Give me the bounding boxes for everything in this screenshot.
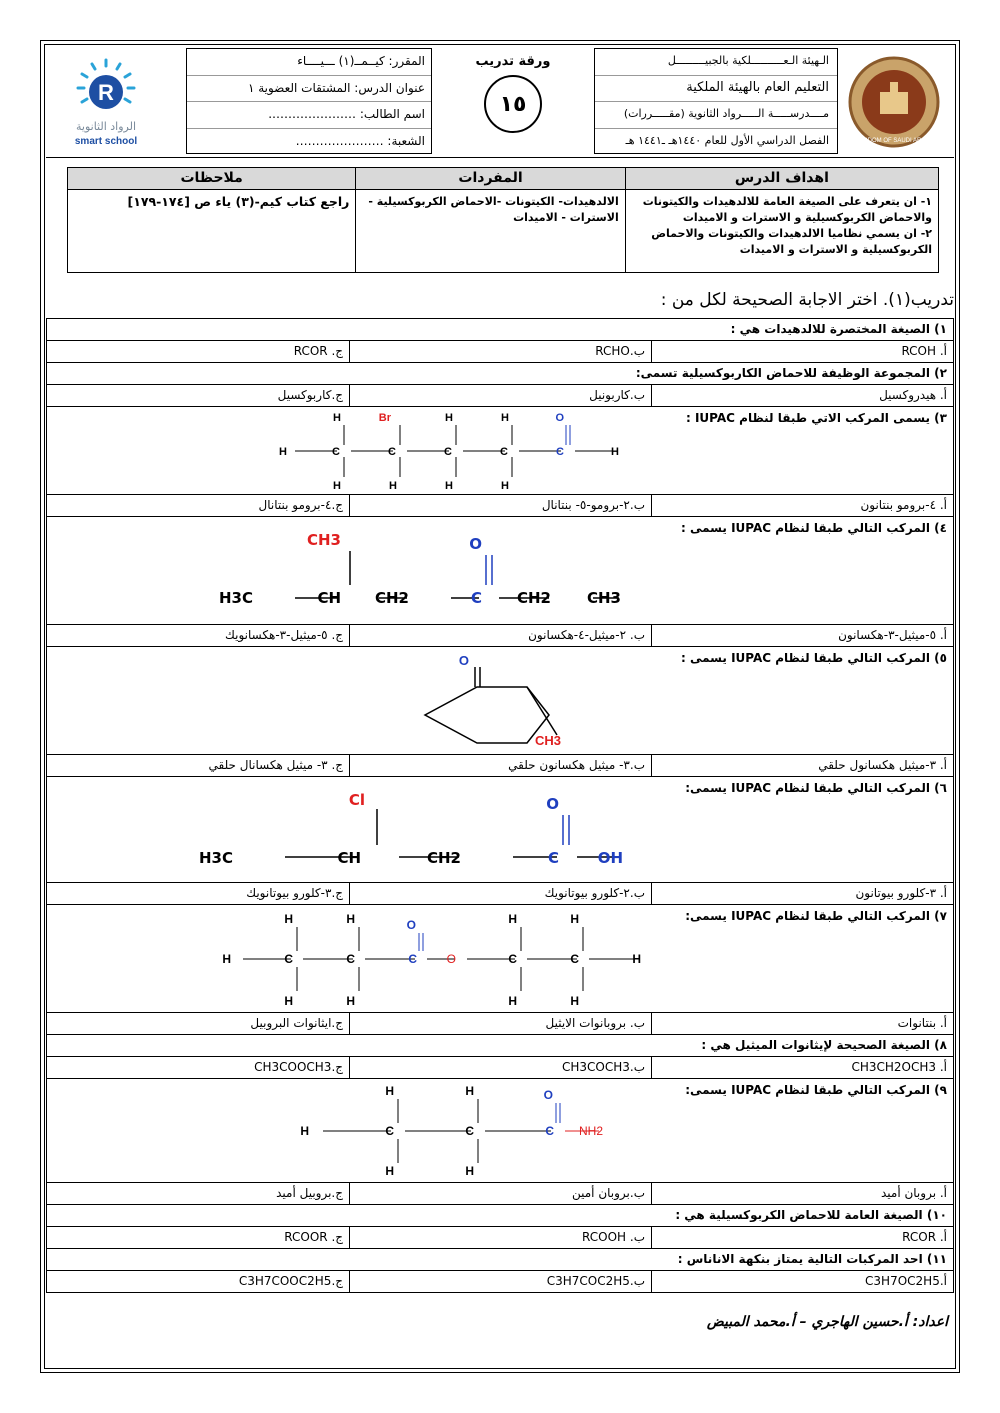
svg-text:H: H — [284, 994, 293, 1008]
atom-c-amide: C — [545, 1124, 554, 1138]
sheet-number: ١٥ — [484, 75, 542, 133]
option-c[interactable]: ج. ٥-ميثيل-٣-هكسانويك — [225, 628, 343, 642]
atom-c: C — [284, 952, 293, 966]
structure-q9 — [300, 1084, 683, 1181]
vocab-text: الالدهيدات- الكيتونات -الاحماض الكربوكسيلية - الاسترات - الاميدات — [368, 195, 619, 224]
option-c[interactable]: ج. RCOR — [293, 344, 343, 358]
answers-row-6 — [46, 883, 954, 905]
option-c[interactable]: ج.C3H7COOC2H5 — [238, 1274, 343, 1288]
option-a[interactable]: أ. ٤-برومو بنتانون — [651, 495, 953, 516]
goal-item: ٢- ان يسمي نظاميا الالدهيدات والكيتونات والاحماض الكربوكسيلية و الاسترات و الاميدات — [651, 227, 932, 256]
question-4-block — [46, 517, 954, 625]
option-c[interactable]: ج.٤-برومو بنتانال — [258, 498, 343, 512]
option-c[interactable]: ج.CH3COOCH3 — [254, 1060, 343, 1074]
lesson-objectives-table — [67, 167, 939, 273]
group-h3c: H3C — [199, 849, 233, 867]
svg-text:H: H — [333, 412, 341, 424]
group-c-carbonyl: C — [470, 589, 482, 607]
option-b[interactable]: ب. ٢-ميثيل-٤-هكسانون — [349, 625, 651, 646]
question-7: ٧) المركب التالي طبقا لنظام IUPAC يسمى: — [685, 909, 947, 923]
option-a[interactable]: أ. بنتانوات — [651, 1013, 953, 1034]
atom-o: O — [469, 535, 482, 553]
svg-text:R: R — [98, 80, 114, 105]
option-a[interactable]: أ. RCOH — [651, 341, 953, 362]
question-11: ١١) احد المركبات التالية يمتاز بنكهة الاناناس : — [46, 1249, 954, 1271]
svg-text:H: H — [346, 994, 355, 1008]
option-b[interactable]: ب.كاربونيل — [349, 385, 651, 406]
option-b[interactable]: ب.بروبان أمين — [349, 1183, 651, 1204]
school-info-line: الـهيئة الـعــــــــــلكية بالجبيـــــــــل — [595, 49, 837, 76]
question-3: ٣) يسمى المركب الاتي طبقا لنظام IUPAC : — [685, 411, 947, 425]
atom-h: H — [300, 1124, 309, 1138]
structure-q3 — [277, 409, 637, 493]
answers-row-2 — [46, 385, 954, 407]
option-a[interactable]: أ.C3H7OC2H5 — [651, 1271, 953, 1292]
question-1: ١) الصيغة المختصرة للالدهيدات هي : — [46, 319, 954, 341]
atom-c: C — [500, 446, 508, 458]
option-c[interactable]: ج.ايثانوات البروبيل — [250, 1016, 343, 1030]
smart-school-logo — [50, 50, 162, 154]
school-info-line: مــــدرســـــة الـــــرواد الثانوية (مقـــــررات) — [595, 102, 837, 129]
vocab-heading: المفردات — [356, 168, 624, 190]
group-ch: CH — [317, 589, 341, 607]
option-a[interactable]: أ. ٣-ميثيل هكسانول حلقي — [651, 755, 953, 776]
atom-c: C — [388, 446, 396, 458]
svg-text:H: H — [385, 1084, 394, 1098]
question-10: ١٠) الصيغة العامة للاحماض الكربوكسيلية هي : — [46, 1205, 954, 1227]
exercise-title: تدريب(١). اختر الاجابة الصحيحة لكل من : — [660, 290, 954, 310]
author-credit: اعداد: أ.حسين الهاجري – أ.محمد المبيض — [706, 1314, 948, 1330]
group-ch3-branch: CH3 — [307, 531, 341, 549]
svg-text:H: H — [389, 480, 397, 492]
questions-area — [46, 318, 954, 1293]
option-c[interactable]: ج.كاربوكسيل — [277, 388, 343, 402]
group-ch2: CH2 — [427, 849, 461, 867]
answers-row-4 — [46, 625, 954, 647]
structure-q7 — [223, 911, 673, 1011]
lesson-title-line: عنوان الدرس: المشتقات العضوية ١ — [187, 76, 431, 103]
svg-text:H: H — [284, 912, 293, 926]
question-4: ٤) المركب التالي طبقا لنظام IUPAC يسمى : — [681, 521, 947, 535]
option-c[interactable]: ج. ٣- ميثيل هكسانال حلقي — [208, 758, 343, 772]
atom-c-carbonyl: C — [556, 446, 564, 458]
question-5: ٥) المركب التالي طبقا لنظام IUPAC يسمى : — [681, 651, 947, 665]
atom-c: C — [570, 952, 579, 966]
atom-c: C — [508, 952, 517, 966]
group-ch: CH — [337, 849, 361, 867]
structure-q6 — [199, 785, 707, 881]
svg-text:H: H — [445, 412, 453, 424]
atom-c: C — [385, 1124, 394, 1138]
option-a[interactable]: أ. ٥-ميثيل-٣-هكسانون — [651, 625, 953, 646]
class-section-field[interactable]: الشعبة: …………………. — [295, 133, 425, 148]
emblem-text: KINGDOM OF SAUDI ARABIA — [852, 138, 936, 144]
goals-column — [625, 168, 938, 272]
svg-text:H: H — [385, 1164, 394, 1178]
svg-text:H: H — [501, 480, 509, 492]
atom-o: O — [543, 1088, 553, 1102]
svg-text:H: H — [501, 412, 509, 424]
goals-heading: اهداف الدرس — [626, 168, 938, 190]
question-3-block — [46, 407, 954, 495]
question-5-block — [46, 647, 954, 755]
structure-q5 — [417, 653, 637, 749]
group-ch3: CH3 — [534, 733, 561, 748]
option-c[interactable]: ج.٣-كلورو بيوتانويك — [246, 886, 343, 900]
atom-c-ester: C — [408, 952, 417, 966]
option-b[interactable]: ب. بروبانوات الايثيل — [349, 1013, 651, 1034]
option-b[interactable]: ب.C3H7COC2H5 — [349, 1271, 651, 1292]
atom-h: H — [279, 446, 287, 458]
option-b[interactable]: ب.٢-برومو-٥- بنتانال — [349, 495, 651, 516]
logo-school-name: الرواد الثانوية — [75, 120, 137, 133]
question-7-block — [46, 905, 954, 1013]
school-info-line: الفصل الدراسي الأول للعام ١٤٤٠هـ ـ١٤٤١ هـ — [625, 133, 829, 147]
answers-row-3 — [46, 495, 954, 517]
svg-text:H: H — [465, 1164, 474, 1178]
svg-text:H: H — [570, 912, 579, 926]
atom-cl: Cl — [348, 791, 365, 809]
option-a[interactable]: أ. RCOR — [651, 1227, 953, 1248]
student-info-box — [186, 48, 432, 154]
option-b[interactable]: ب.RCHO — [349, 341, 651, 362]
sheet-title-block — [436, 48, 590, 154]
question-6-block — [46, 777, 954, 883]
atom-c: C — [444, 446, 452, 458]
svg-text:H: H — [508, 912, 517, 926]
answers-row-11 — [46, 1271, 954, 1293]
atom-h: H — [632, 952, 641, 966]
option-c[interactable]: ج. RCOOR — [284, 1230, 343, 1244]
question-8: ٨) الصيغة الصحيحة لإيثانوات الميثيل هي : — [46, 1035, 954, 1057]
answers-row-1 — [46, 341, 954, 363]
option-c[interactable]: ج.بروبيل أميد — [276, 1186, 343, 1200]
option-b[interactable]: ب.٣- ميثيل هكسانون حلقي — [349, 755, 651, 776]
option-a[interactable]: أ. ٣-كلورو بيوتانون — [651, 883, 953, 904]
atom-o: O — [458, 653, 469, 668]
svg-text:H: H — [508, 994, 517, 1008]
student-name-field[interactable]: اسم الطالب: …………………. — [187, 102, 431, 129]
goal-item: ١- ان يتعرف على الصيغة العامة للالدهيدات والكيتونات والاحماض الكربوكسيلية و الاسترات و الاميدات — [642, 195, 932, 224]
svg-text:H: H — [570, 994, 579, 1008]
school-info-box — [594, 48, 838, 154]
atom-o: O — [546, 795, 559, 813]
vocab-column — [355, 168, 624, 272]
question-9-block — [46, 1079, 954, 1183]
group-ch2: CH2 — [517, 589, 551, 607]
school-info-line: التعليم العام بالهيئة الملكية — [595, 76, 837, 103]
atom-c: C — [332, 446, 340, 458]
sheet-header — [46, 46, 954, 158]
option-b[interactable]: ب.٢-كلورو بيوتانويك — [349, 883, 651, 904]
atom-c: C — [465, 1124, 474, 1138]
answers-row-5 — [46, 755, 954, 777]
option-b[interactable]: ب. RCOOH — [349, 1227, 651, 1248]
course-line: المقرر: كيــمــ(١) ـــيــــاء — [187, 49, 431, 76]
atom-c: C — [346, 952, 355, 966]
svg-text:H: H — [333, 480, 341, 492]
option-a[interactable]: أ. CH3CH2OCH3 — [651, 1057, 953, 1078]
svg-text:H: H — [465, 1084, 474, 1098]
option-a[interactable]: أ. بروبان أميد — [651, 1183, 953, 1204]
group-c-carboxyl: C — [547, 849, 559, 867]
group-h3c: H3C — [219, 589, 253, 607]
structure-q4 — [219, 521, 667, 621]
atom-h: H — [611, 446, 619, 458]
question-2: ٢) المجموعة الوظيفة للاحماض الكاربوكسيلية تسمى: — [46, 363, 954, 385]
atom-br: Br — [378, 412, 391, 424]
atom-o: O — [406, 918, 416, 932]
option-a[interactable]: أ. هيدروكسيل — [651, 385, 953, 406]
answers-row-7 — [46, 1013, 954, 1035]
option-b[interactable]: ب.CH3COCH3 — [349, 1057, 651, 1078]
kingdom-emblem-logo — [840, 52, 948, 152]
svg-text:H: H — [445, 480, 453, 492]
sheet-title: ورقة تدريب — [475, 54, 551, 69]
logo-school-sub: smart school — [74, 136, 138, 147]
answers-row-10 — [46, 1227, 954, 1249]
atom-o-ester: O — [446, 952, 456, 966]
question-6: ٦) المركب التالي طبقا لنظام IUPAC يسمى: — [685, 781, 947, 795]
answers-row-9 — [46, 1183, 954, 1205]
group-oh: OH — [597, 849, 623, 867]
answers-row-8 — [46, 1057, 954, 1079]
notes-text: راجع كتاب كيم-(٣) ياء ص [١٧٤-١٧٩] — [127, 194, 350, 209]
group-ch2: CH2 — [375, 589, 409, 607]
group-nh2: NH2 — [578, 1124, 603, 1138]
notes-column — [68, 168, 355, 272]
notes-heading: ملاحظات — [68, 168, 355, 190]
atom-h: H — [222, 952, 231, 966]
question-9: ٩) المركب التالي طبقا لنظام IUPAC يسمى: — [685, 1083, 947, 1097]
atom-o: O — [555, 412, 564, 424]
svg-text:H: H — [346, 912, 355, 926]
group-ch3: CH3 — [587, 589, 621, 607]
